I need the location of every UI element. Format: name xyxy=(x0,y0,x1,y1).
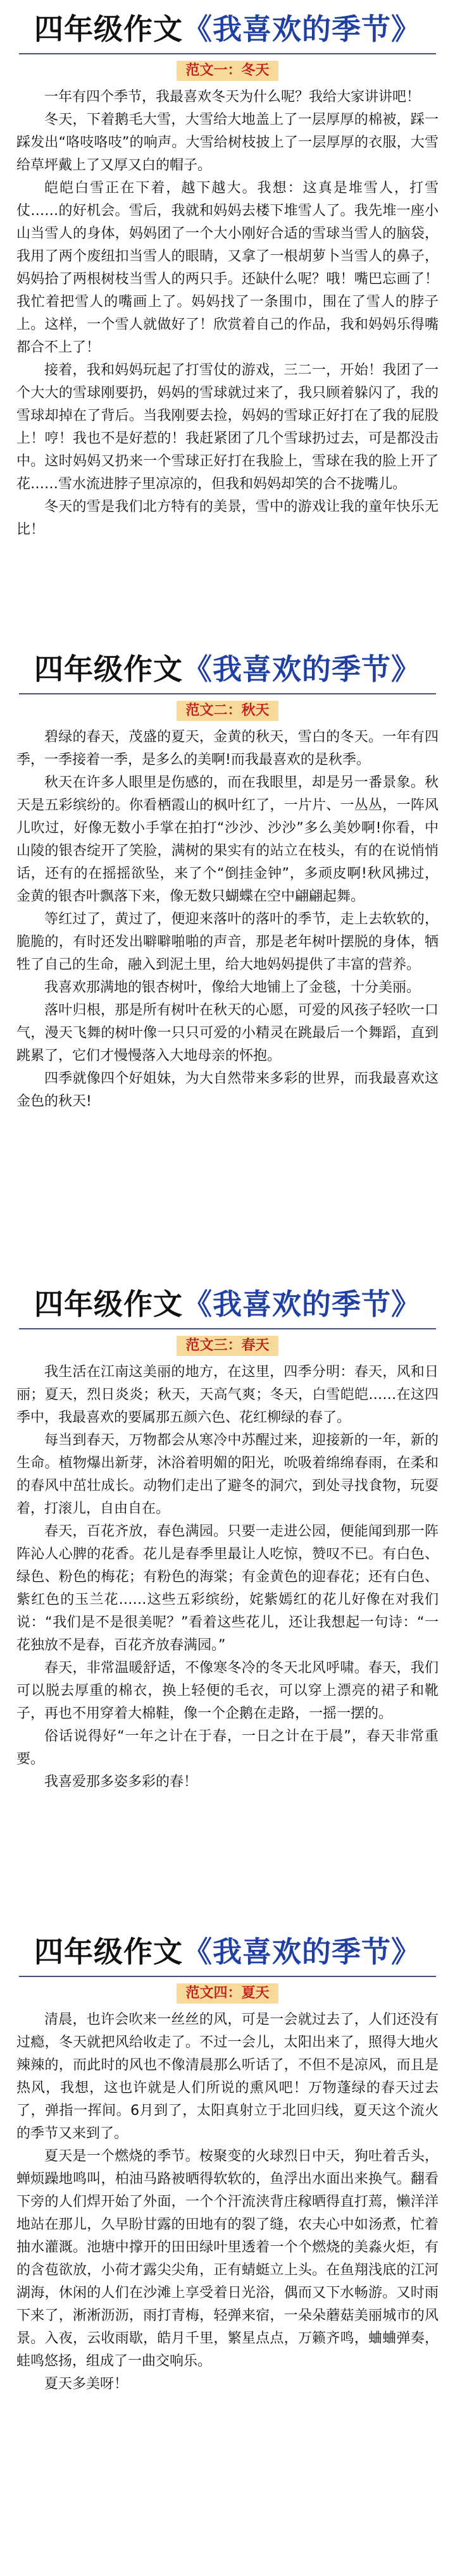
essay-section-winter xyxy=(0,11,455,541)
subtitle-badge: 范文二：秋天 xyxy=(177,701,278,721)
title-essay-name: 《我喜欢的季节》 xyxy=(183,1287,421,1321)
title-prefix: 四年级作文 xyxy=(34,1935,183,1969)
subtitle-wrap xyxy=(16,1983,439,2004)
paragraph: 接着，我和妈妈玩起了打雪仗的游戏，三二一，开始！我团了一个大大的雪球刚要扔，妈妈的雪球就过来了，我只顾着躲闪了，我的雪球却掉在了背后。当我刚要去捡，妈妈的雪球正好打在了我的屁股上！哼！我也不是好惹的！我赶紧团了几个雪球扔过去，可是都没击中。这时妈妈又扔来一个雪球正好打在我脸上，雪球在我的脸上开了花……雪水流进脖子里凉凉的，但我和妈妈却笑的合不拢嘴儿。 xyxy=(16,362,439,492)
paragraph: 我生活在江南这美丽的地方，在这里，四季分明：春天，风和日丽；夏天，烈日炎炎；秋天，天高气爽；冬天，白雪皑皑……在这四季中，我最喜欢的要属那五颜六色、花红柳绿的春了。 xyxy=(16,1364,439,1426)
paragraph: 落叶归根，那是所有树叶在秋天的心愿，可爱的风孩子轻吹一口气，漫天飞舞的树叶像一只只可爱的小精灵在跳最后一个舞蹈，直到跳累了，它们才慢慢落入大地母亲的怀抱。 xyxy=(16,1002,439,1064)
paragraph: 春天，非常温暖舒适，不像寒冬冷的冬天北风呼啸。春天，我们可以脱去厚重的棉衣，换上轻便的毛衣，可以穿上漂亮的裙子和靴子，再也不用穿着大棉鞋，像一个企鹅在走路，一摇一摆的。 xyxy=(16,1660,439,1722)
paragraph: 俗话说得好“一年之计在于春，一日之计在于晨”，春天非常重要。 xyxy=(16,1729,439,1767)
section-title xyxy=(16,1934,439,1969)
subtitle-badge: 范文四：夏天 xyxy=(177,1983,278,2004)
title-essay-name: 《我喜欢的季节》 xyxy=(183,1935,421,1969)
paragraph: 四季就像四个好姐妹，为大自然带来多彩的世界，而我最喜欢这金色的秋天! xyxy=(16,1071,439,1109)
title-essay-name: 《我喜欢的季节》 xyxy=(183,12,421,46)
subtitle-badge: 范文三：春天 xyxy=(177,1336,278,1356)
paragraph: 夏天是一个燃烧的季节。桉聚变的火球烈日中天，狗吐着舌头，蝉烦躁地鸣叫，柏油马路被晒得软软的，鱼浮出水面出来换气。翻看下旁的人们焊开始了外面，一个个汗流浃背庄稼晒得直打蔫，懒洋洋地站在那儿，久早盼甘露的田地有的裂了缝，农夫心中如汤煮，忙着抽水灌溉。池塘中撑开的田田绿叶里透着一个个燃烧的美淼火炬，有的含苞欲放，小荷才露尖尖角，正有蜻蜓立上头。在鱼翔浅底的江河湖海，休闲的人们在沙滩上享受着日光浴，偶而又下水畅游。又时雨下来了，淅淅沥沥，雨打青梅，轻弹来宿，一朵朵蘑菇美丽城市的风景。入夜，云收雨歇，皓月千里，繁星点点，万籁齐鸣，蛐蛐弹奏，蛙鸣悠扬，组成了一曲交响乐。 xyxy=(16,2148,439,2369)
title-divider xyxy=(19,53,436,54)
essay-section-spring xyxy=(0,1286,455,1794)
subtitle-badge: 范文一：冬天 xyxy=(177,61,278,81)
paragraph: 夏天多美呀！ xyxy=(44,2376,128,2392)
paragraph: 碧绿的春天，茂盛的夏天，金黄的秋天，雪白的冬天。一年有四季，一季接着一季，是多么的美啊!而我最喜欢的是秋季。 xyxy=(16,729,439,768)
paragraph: 每当到春天，万物都会从寒冷中苏醒过来，迎接新的一年，新的生命。植物爆出新芽，沐浴着明媚的阳光，吮吸着绵绵春雨，在柔和的春风中茁壮成长。动物们走出了避冬的洞穴，到处寻找食物，玩耍着，打滚儿，自由自在。 xyxy=(16,1433,439,1517)
title-divider xyxy=(19,693,436,694)
paragraph: 春天，百花齐放，春色满园。只要一走进公园，便能闻到那一阵阵沁人心脾的花香。花儿是春季里最让人吃惊，赞叹不已。有白色、绿色、粉色的梅花；有粉色的海棠；有金黄色的迎春花；还有白色、紫红色的玉兰花……这些五彩缤纷，姹紫嫣红的花儿好像在对我们说：“我们是不是很美呢？”看着这些花儿，还让我想起一句诗：“一花独放不是春，百花齐放春满园。” xyxy=(16,1524,439,1653)
title-divider xyxy=(19,1976,436,1977)
title-divider xyxy=(19,1328,436,1329)
title-essay-name: 《我喜欢的季节》 xyxy=(183,652,421,686)
paragraph: 一年有四个季节，我最喜欢冬天为什么呢？我给大家讲讲吧！ xyxy=(44,89,421,105)
title-prefix: 四年级作文 xyxy=(34,652,183,686)
section-title xyxy=(16,1286,439,1322)
title-prefix: 四年级作文 xyxy=(34,1287,183,1321)
title-prefix: 四年级作文 xyxy=(34,12,183,46)
paragraph: 我喜爱那多姿多彩的春！ xyxy=(44,1774,198,1790)
paragraph: 冬天，下着鹅毛大雪，大雪给大地盖上了一层厚厚的棉被，踩一踩发出“咯吱咯吱”的响声。大雪给树枝披上了一层厚厚的衣服，大雪给草坪戴上了又厚又白的帽子。 xyxy=(16,112,439,173)
subtitle-wrap xyxy=(16,61,439,81)
essay-section-autumn xyxy=(0,651,455,1113)
paragraph: 秋天在许多人眼里是伤感的，而在我眼里，却是另一番景象。秋天是五彩缤纷的。你看栖霞山的枫叶红了，一片片、一丛丛，一阵风儿吹过，好像无数小手掌在拍打“沙沙、沙沙”多么美妙啊!你看，中山陵的银杏绽开了笑脸，满树的果实有的站立在枝头，有的在说悄悄话，还有的在摇摇欲坠，来了个“倒挂金钟”，多顽皮啊!秋风拂过，金黄的银杏叶飘落下来，像无数只蝴蝶在空中翩翩起舞。 xyxy=(16,775,439,904)
paragraph: 皑皑白雪正在下着，越下越大。我想：这真是堆雪人，打雪仗……的好机会。雪后，我就和妈妈去楼下堆雪人了。我先堆一座小山当雪人的身体，妈妈团了一个大小刚好合适的雪球当雪人的脑袋，我用了两个废纽扣当雪人的眼睛，又拿了一根胡萝卜当雪人的鼻子，妈妈拾了两根树枝当雪人的两只手。还缺什么呢？哦！嘴巴忘画了！我忙着把雪人的嘴画上了。妈妈找了一条围巾，围在了雪人的脖子上。这样，一个雪人就做好了！欣赏着自己的作品，我和妈妈乐得嘴都合不上了！ xyxy=(16,180,439,355)
paragraph: 等红过了，黄过了，便迎来落叶的落叶的季节，走上去软软的，脆脆的，有时还发出噼噼啪啪的声音，那是老年树叶摆脱的身体，牺牲了自己的生命，融入到泥土里，给大地妈妈提供了丰富的营养。 xyxy=(16,911,439,973)
subtitle-wrap xyxy=(16,1336,439,1356)
section-title xyxy=(16,651,439,687)
section-title xyxy=(16,11,439,47)
paragraph: 我喜欢那满地的银杏树叶，像给大地铺上了金毯，十分美丽。 xyxy=(44,980,421,995)
paragraph: 冬天的雪是我们北方特有的美景，雪中的游戏让我的童年快乐无比！ xyxy=(16,499,439,538)
subtitle-wrap xyxy=(16,701,439,721)
essay-section-summer xyxy=(0,1934,455,2396)
paragraph: 清晨，也许会吹来一丝丝的风，可是一会就过去了，人们还没有过瘾，冬天就把风给收走了。不过一会儿，太阳出来了，照得大地火辣辣的，而此时的风也不像清晨那么听话了，不但不是凉风，而且是热风，我想，这也许就是人们所说的熏风吧！万物蓬绿的春天过去了，弹指一挥间。6月到了，太阳真射立于北回归线，夏天这个流火的季节又来到了。 xyxy=(16,2012,439,2142)
